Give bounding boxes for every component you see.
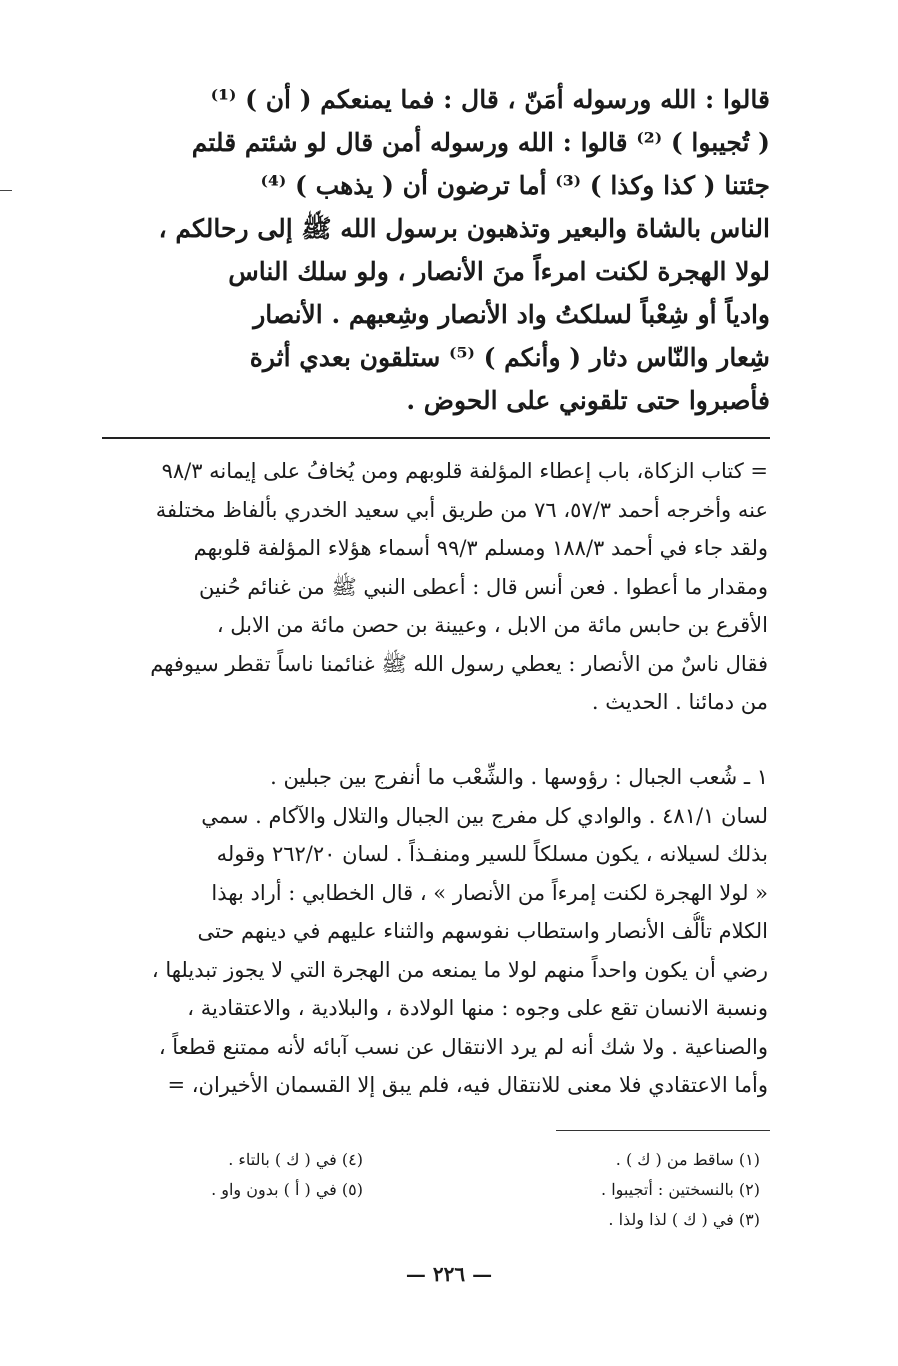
hadith-line: وادياً أو شِعْباً لسلكتُ واد الأنصار وشِعبهم . الأنصار [253, 300, 770, 329]
section-divider [102, 437, 770, 439]
hadith-line: جئتنا ( كذا وكذا ) ⁽³⁾ أما ترضون أن ( يذهب ) ⁽⁴⁾ [260, 171, 770, 200]
note-line: عنه وأخرجه أحمد ٥٧/٣، ٧٦ من طريق أبي سعيد الخدري بألفاظ مختلفة [155, 497, 768, 522]
commentary-line: ونسبة الانسان تقع على وجوه : منها الولادة ، والبلادية ، والاعتقادية ، [187, 996, 768, 1020]
commentary-line: بذلك لسيلانه ، يكون مسلكاً للسير ومنفـذاً . لسان ٢٦٢/٢٠ وقوله [216, 842, 768, 866]
hadith-line: الناس بالشاة والبعير وتذهبون برسول الله ﷺ إلى رحالكم ، [158, 214, 770, 243]
footnote-divider [556, 1130, 770, 1131]
continued-note [102, 452, 768, 722]
footnote: (٤) في ( ك ) بالتاء . [228, 1150, 363, 1169]
note-line: ومقدار ما أعطوا . فعن أنس قال : أعطى النبي ﷺ من غنائم حُنين [198, 574, 768, 599]
commentary-line: رضي أن يكون واحداً منهم لولا ما يمنعه من الهجرة التي لا يجوز تبديلها ، [151, 957, 768, 982]
commentary-line: « لولا الهجرة لكنت إمرءاً من الأنصار » ، قال الخطابي : أراد بهذا [211, 880, 768, 905]
footnotes-right-column [601, 1145, 760, 1235]
commentary-line: وأما الاعتقادي فلا معنى للانتقال فيه، فلم يبق إلا القسمان الأخيران، = [167, 1073, 768, 1097]
note-line: فقال ناسٌ من الأنصار : يعطي رسول الله ﷺ غنائمنا ناساً تقطر سيوفهم [150, 651, 768, 676]
footnote: (٢) بالنسختين : أتجيبوا . [601, 1180, 760, 1199]
hadith-line: شِعار والنّاس دثار ( وأنكم ) ⁽⁵⁾ ستلقون بعدي أثرة [249, 343, 770, 372]
note-line: = كتاب الزكاة، باب إعطاء المؤلفة قلوبهم ومن يُخافُ على إيمانه ٩٨/٣ [161, 459, 768, 483]
note-line: ولقد جاء في أحمد ١٨٨/٣ ومسلم ٩٩/٣ أسماء هؤلاء المؤلفة قلوبهم [193, 536, 768, 560]
hadith-line: ( تُجيبوا ) ⁽²⁾ قالوا : الله ورسوله أمن قال لو شئتم قلتم [191, 128, 770, 157]
commentary-line: والصناعية . ولا شك أنه لم يرد الانتقال عن نسب آبائه لأنه ممتنع قطعاً ، [158, 1034, 768, 1059]
hadith-line: قالوا : الله ورسوله أمَنّ ، قال : فما يمنعكم ( أن ) ⁽¹⁾ [210, 85, 770, 114]
note-line: الأقرع بن حابس مائة من الابل ، وعيينة بن حصن مائة من الابل ، [216, 613, 768, 637]
margin-mark [0, 190, 12, 191]
footnote: (٥) في ( أ ) بدون واو . [211, 1180, 363, 1199]
hadith-text [110, 78, 770, 422]
hadith-line: فأصبروا حتى تلقوني على الحوض . [406, 386, 770, 415]
page-number: — ٢٢٦ — [405, 1262, 493, 1286]
hadith-line: لولا الهجرة لكنت امرءاً منَ الأنصار ، ولو سلك الناس [228, 257, 770, 286]
commentary-line: الكلام تألُّف الأنصار واستطاب نفوسهم والثناء عليهم في دينهم حتى [197, 919, 768, 943]
commentary-line: لسان ٤٨١/١ . والوادي كل مفرج بين الجبال والتلال والآكام . سمي [201, 803, 768, 828]
note-line: من دمائنا . الحديث . [591, 690, 768, 714]
footnote: (١) ساقط من ( ك ) . [615, 1150, 760, 1169]
footnotes-left-column [211, 1145, 363, 1205]
footnote: (٣) في ( ك ) لذا ولذا . [608, 1210, 760, 1229]
commentary-line: ١ ـ شُعب الجبال : رؤوسها . والشِّعْب ما أنفرج بين جبلين . [270, 765, 768, 789]
commentary [102, 758, 768, 1105]
